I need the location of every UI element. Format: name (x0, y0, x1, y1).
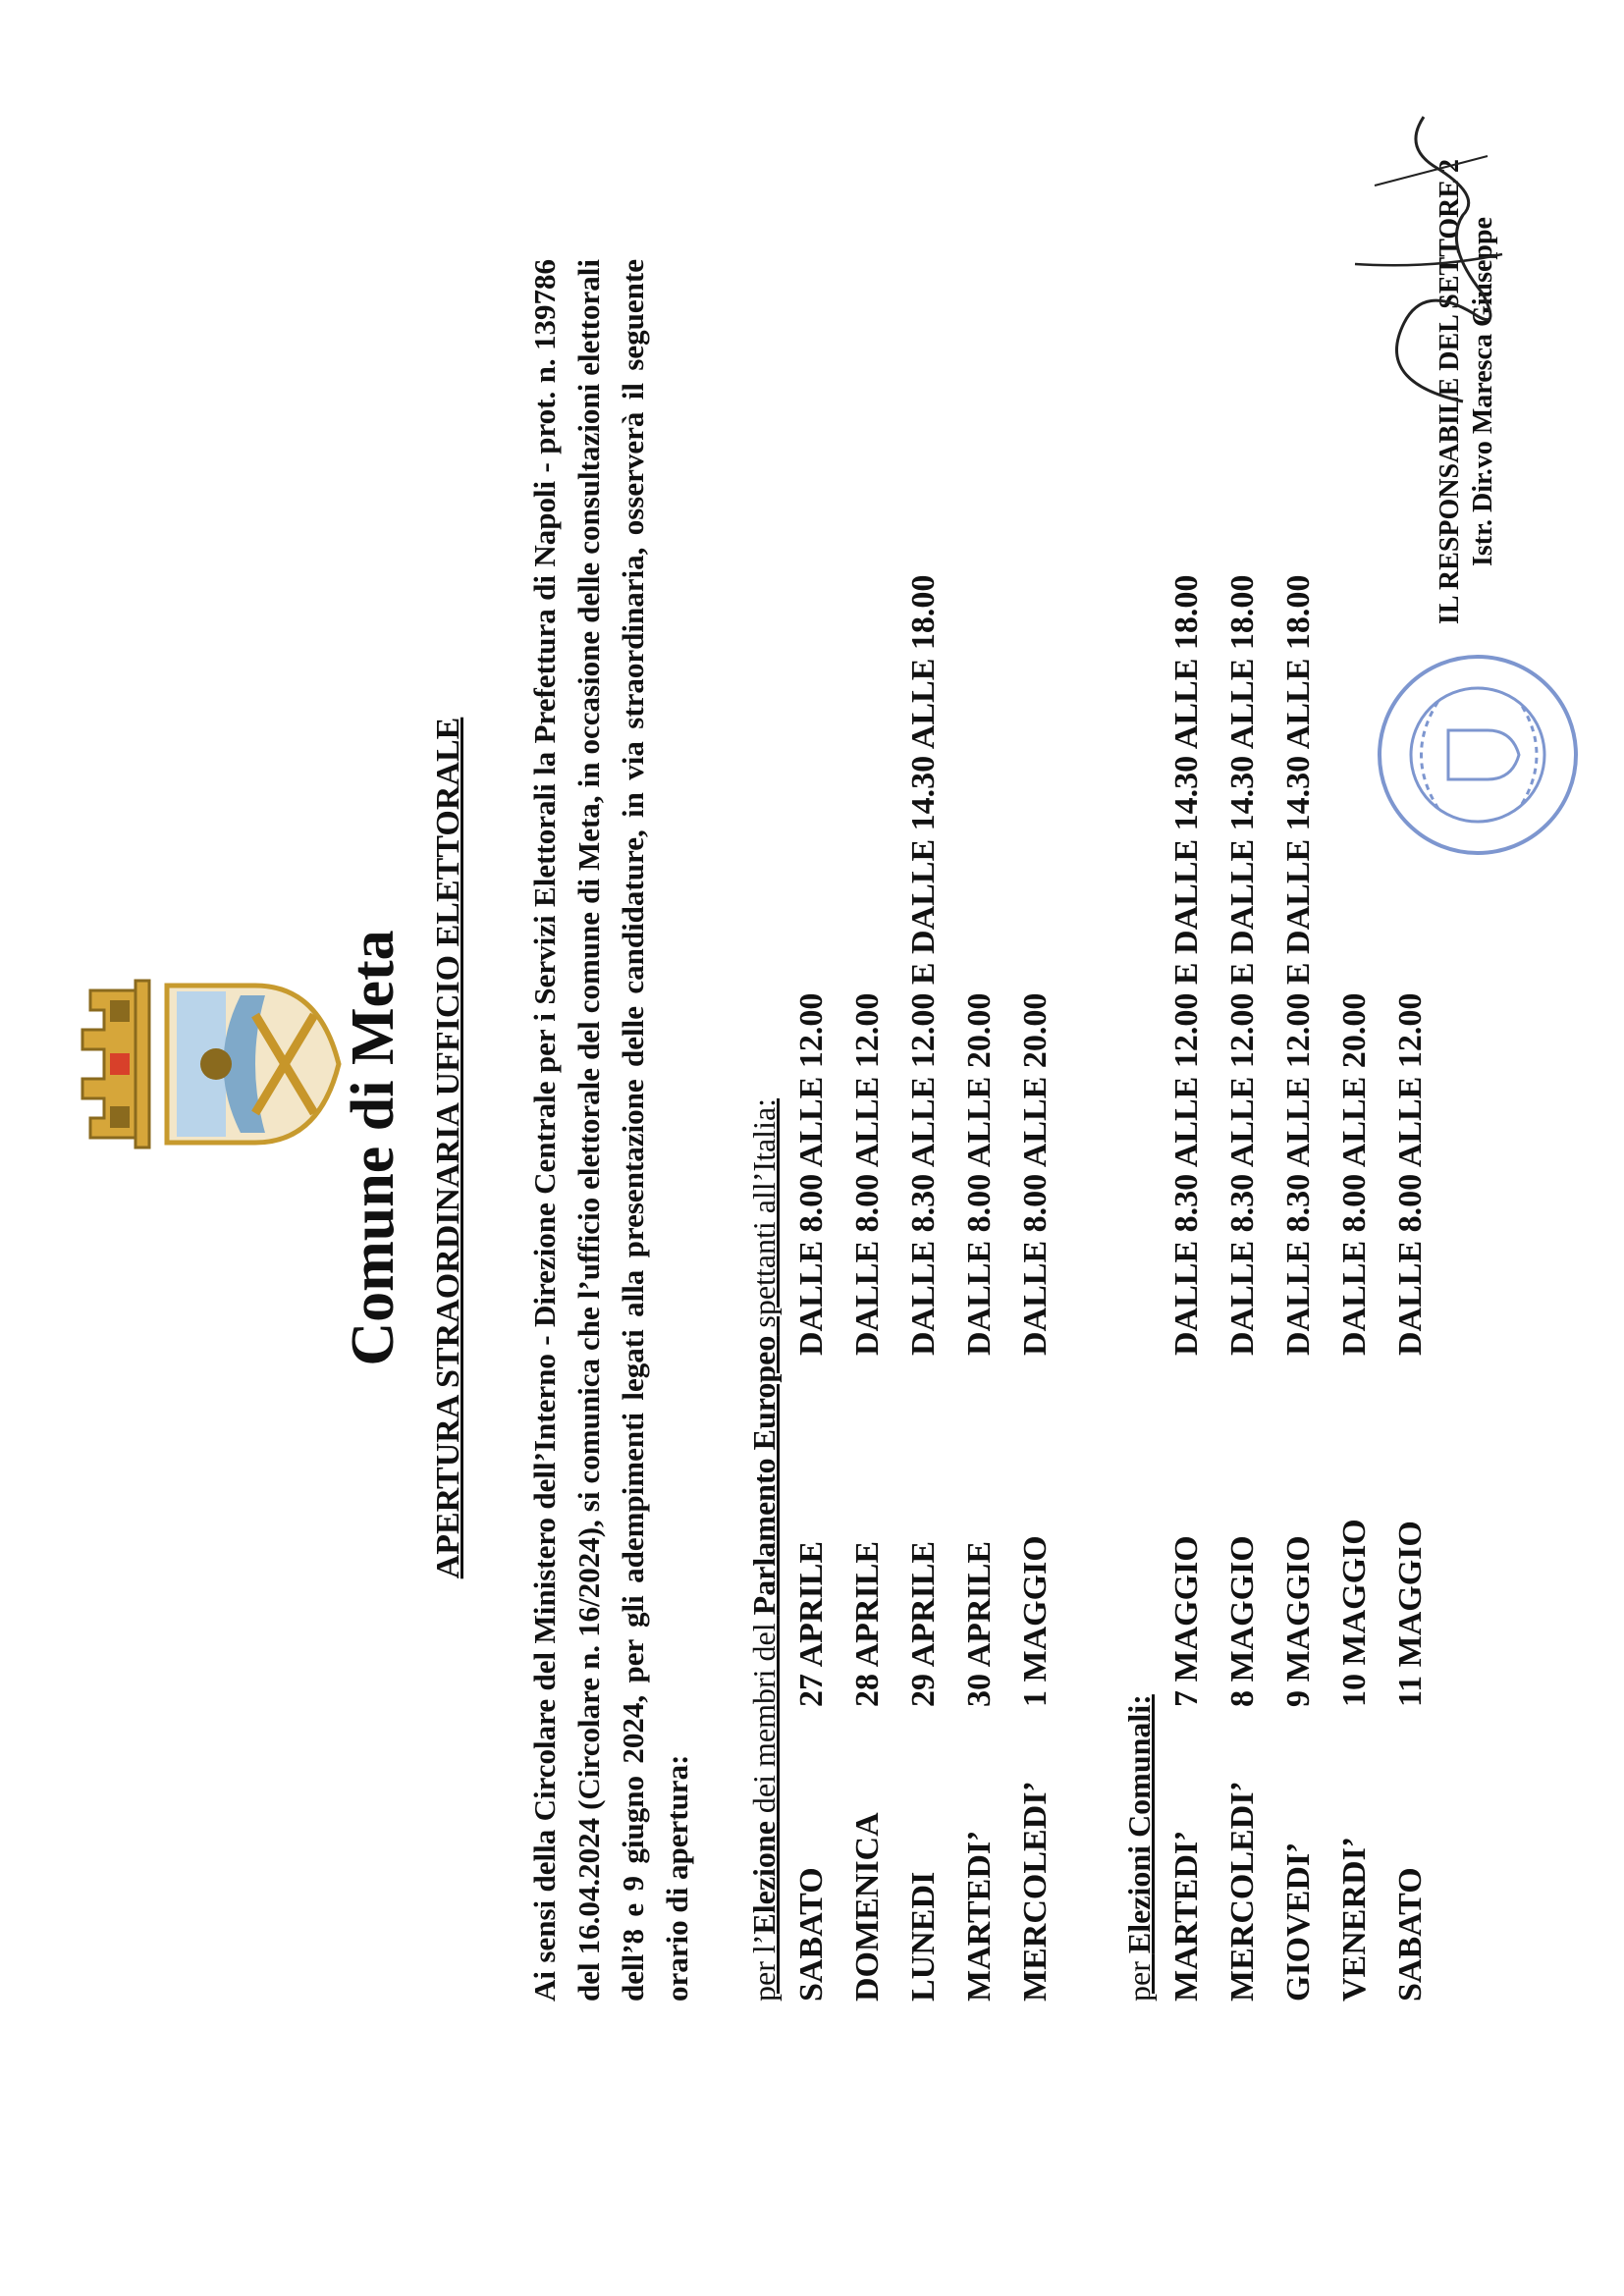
handwritten-signature-icon (1316, 48, 1522, 441)
european-heading-bold1: Elezione (746, 1821, 782, 1935)
schedule-day: MARTEDI’ (961, 1830, 998, 2002)
schedule-date: 10 MAGGIO (1336, 1519, 1373, 1707)
intro-paragraph: Ai sensi della Circolare del Ministero dell’Interno - Direzione Centrale per i Servizi Elettorali la Prefettura di Napoli - prot. n. 139786 del 16.04.2024 (Circolare n. 16/2024), si comunica che l’ufficio elettorale del comune di Meta, in occasione delle consultazioni elettorali dell’8 e 9 giugno 2024, per gli adempimenti legati alla presentazione delle candidature, in via straordinaria, osserverà il seguente orario di apertura: (527, 259, 694, 2002)
schedule-hours: DALLE 8.00 ALLE 12.00 (849, 992, 886, 1356)
schedule-hours: DALLE 8.00 ALLE 12.00 (1392, 992, 1429, 1356)
schedule-date: 30 APRILE (961, 1540, 998, 1707)
schedule-day: MARTEDI’ (1168, 1830, 1205, 2002)
schedule-day: LUNEDI (905, 1871, 942, 2002)
schedule-date: 8 MAGGIO (1224, 1535, 1261, 1707)
schedule-day: MERCOLEDI’ (1017, 1781, 1054, 2002)
notice-title: APERTURA STRAORDINARIA UFFICIO ELETTORALE (430, 717, 466, 1579)
schedule-day: GIOVEDI’ (1280, 1842, 1317, 2002)
municipal-crest-icon (69, 956, 344, 1172)
european-heading-bold2: Parlamento Europeo (746, 1335, 782, 1616)
municipal-heading-bold: Elezioni Comunali: (1121, 1694, 1157, 1954)
schedule-day: DOMENICA (849, 1812, 886, 2002)
municipal-heading-pre: per (1121, 1953, 1157, 2002)
schedule-date: 7 MAGGIO (1168, 1535, 1205, 1707)
european-heading-post: spettanti all’Italia: (746, 1097, 782, 1336)
schedule-hours: DALLE 8.00 ALLE 20.00 (1336, 992, 1373, 1356)
schedule-date: 11 MAGGIO (1392, 1521, 1429, 1707)
schedule-day: SABATO (1392, 1867, 1429, 2002)
schedule-hours: DALLE 8.30 ALLE 12.00 E DALLE 14.30 ALLE 18.00 (1168, 574, 1205, 1356)
schedule-hours: DALLE 8.30 ALLE 12.00 E DALLE 14.30 ALLE 18.00 (1280, 574, 1317, 1356)
signer-role: IL RESPONSABILE DEL SETTORE 2 (1435, 158, 1465, 625)
schedule-hours: DALLE 8.30 ALLE 12.00 E DALLE 14.30 ALLE 18.00 (905, 574, 942, 1356)
european-heading-pre: per l’ (746, 1934, 782, 2002)
european-heading-mid: dei membri del (746, 1615, 782, 1822)
municipality-title: Comune di Meta (340, 930, 406, 1366)
schedule-day: SABATO (793, 1867, 830, 2002)
schedule-date: 1 MAGGIO (1017, 1535, 1054, 1707)
schedule-day: MERCOLEDI’ (1224, 1781, 1261, 2002)
signer-name: Istr. Dir.vo Maresca Giuseppe (1468, 217, 1498, 566)
schedule-date: 28 APRILE (849, 1540, 886, 1707)
schedule-hours: DALLE 8.00 ALLE 20.00 (961, 992, 998, 1356)
schedule-date: 9 MAGGIO (1280, 1535, 1317, 1707)
schedule-date: 29 APRILE (905, 1540, 942, 1707)
schedule-hours: DALLE 8.30 ALLE 12.00 E DALLE 14.30 ALLE 18.00 (1224, 574, 1261, 1356)
schedule-hours: DALLE 8.00 ALLE 12.00 (793, 992, 830, 1356)
schedule-hours: DALLE 8.00 ALLE 20.00 (1017, 992, 1054, 1356)
european-election-heading (746, 1098, 783, 2002)
municipal-election-heading (1121, 1694, 1158, 2002)
schedule-day: VENERDI’ (1336, 1836, 1373, 2002)
schedule-date: 27 APRILE (793, 1540, 830, 1707)
